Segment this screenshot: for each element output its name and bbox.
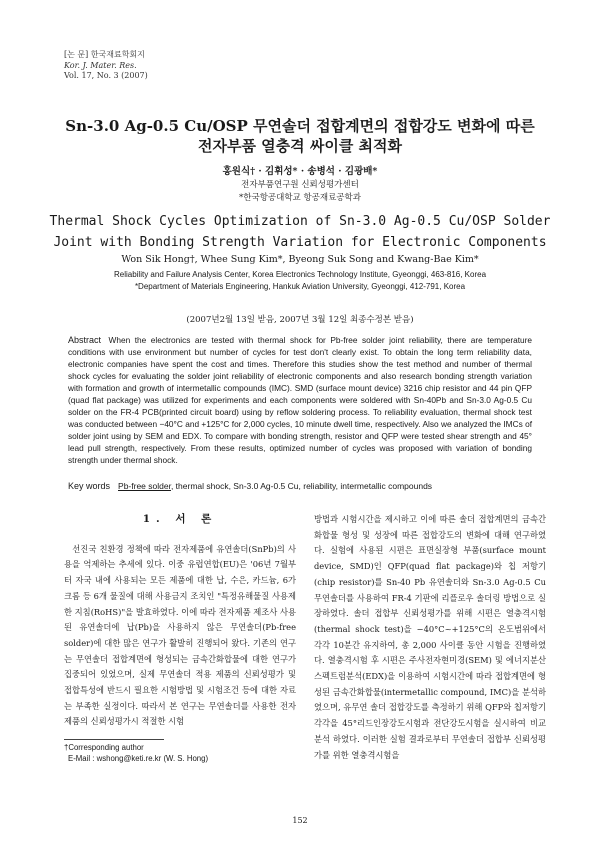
korean-authors: 홍원식† · 김휘성* · 송병석 · 김광배*	[222, 166, 378, 177]
journal-volume: Vol. 17, No. 3 (2007)	[64, 71, 148, 80]
abstract-label: Abstract	[68, 335, 102, 345]
footnote-rule	[64, 739, 164, 740]
korean-affiliations	[40, 179, 560, 204]
english-affiliations	[40, 269, 560, 293]
footnote-corresponding-author: †Corresponding author	[64, 743, 144, 752]
abstract	[68, 334, 532, 466]
introduction-paragraph-left: 선진국 친환경 정책에 따라 전자제품에 유연솔더(SnPb)의 사용을 억제하는 추세에 있다. 이중 유럽연합(EU)은 '06년 7월부터 자국 내에 사용되는 모든 제품에 대한 납, 수은, 카드늄, 6가 크롬 등 6개 물질에 대해 사용금지 조치인 "특정유해물질 사용제한 지침(RoHS)"을 발효하였다. 이에 따라 전자제품 제조사 사용된 유연솔더에 납(Pb)을 사용하지 않은 무연솔더(Pb-free solder)에 대한 많은 연구가 활발히 진행되어 왔다. 기존의 연구는 무연솔더 접합계면에 형성되는 금속간화합물에 대한 연구가 집중되어 있었으며, 실제 무연솔더 적용 제품의 신뢰성평가 및 접합특성에 반드시 필요한 시험방법 및 시험조건 등에 대한 자료는 부족한 실정이다. 따라서 본 연구는 무연솔더를 사용한 전자제품의 신뢰성평가시 적절한 시험	[64, 543, 296, 727]
introduction-paragraph-right: 방법과 시험시간을 제시하고 이에 따른 솔더 접합계면의 금속간화합물 형성 및 성장에 따른 접합강도의 변화에 대해 연구하였다. 실험에 사용된 시편은 표면실장형 부품(surface mount device, SMD)인 QFP(quad flat package)와 칩 저항기(chip resistor)를 Sn-40 Pb 유연솔더와 Sn-3.0 Ag-0.5 Cu 무연솔더를 사용하여 FR-4 기판에 리플로우 솔더링 방법으로 실장하였다. 솔더 접합부 신뢰성평가를 위해 시편은 열충격시험(thermal shock test)을 −40°C~+125°C의 온도범위에서 각각 10분간 유지하여, 총 2,000 사이클 동안 시험을 진행하였다. 열충격시험 후 시편은 주사전자현미경(SEM) 및 에너지분산스펙트럼분석(EDX)을 이용하여 시험시간에 따라 접합계면에 형성된 금속간화합물(intermetallic compound, IMC)을 분석하였으며, 유무연 솔더 접합강도를 측정하기 위해 QFP와 칩저항기 각각을 45°리드인장강도시험과 전단강도시험을 실시하여 비교분석 하였다. 이러한 실험 결과로부터 무연솔더 접합부 신뢰성평가를 위한 열충격시험을	[314, 514, 546, 760]
keyword-first: Pb-free solder	[118, 481, 171, 491]
english-title-line-2: Joint with Bonding Strength Variation for Electronic Components	[53, 235, 547, 250]
keywords-label: Key words	[68, 481, 111, 491]
journal-header	[64, 50, 148, 82]
abstract-text: When the electronics are tested with thermal shock for Pb-free solder joint reliability, there are temperature conditions with use environment but number of cycles for test don't clearly exist. To obtain the long term reliability data, electronic companies have spent the cost and times. Therefore this studies show the test method and number of thermal shock cycles for evaluating the solder joint reliability of electronic components and also research bonding strength variation with formation and growth of intermetallic compounds (IMC). SMD (surface mount device) 3216 chip resistor and 44 pin QFP (quad flat package) was utilized for experiments and each components were soldered with Sn-40Pb and Sn-3.0 Ag-0.5 Cu solder on the FR-4 PCB(printed circuit board) using by reflow soldering process. To reliability evaluation, thermal shock test was conducted between −40°C and +125°C for 2,000 cycles, 10 minute dwell time, respectively. Also we analyzed the IMCs of solder joint using by SEM and EDX. To compare with bonding strength, resistor and QFP were tested shear strength and 45° lead pull strength, respectively. From these results, optimized number of cycles was proposed with variation of bonding strength under thermal shock.	[68, 335, 532, 465]
english-affiliation-2: *Department of Materials Engineering, Hankuk Aviation University, Gyeonggi, 412-791, Korea	[134, 282, 466, 291]
korean-title-line-1: Sn-3.0 Ag-0.5 Cu/OSP 무연솔더 접합계면의 접합강도 변화에 따른	[65, 117, 535, 135]
body-column-left	[64, 512, 296, 730]
english-authors: Won Sik Hong†, Whee Sung Kim*, Byeong Suk Song and Kwang-Bae Kim*	[121, 254, 479, 265]
journal-name-korean: [논 문] 한국재료학회지	[64, 50, 145, 59]
body-column-right	[314, 512, 546, 763]
korean-title	[40, 116, 560, 156]
footnote	[64, 739, 296, 764]
korean-affiliation-2: *한국항공대학교 항공재료공학과	[239, 192, 361, 203]
english-affiliation-1: Reliability and Failure Analysis Center, Korea Electronics Technology Institute, Gyeonggi, 463-816, Korea	[113, 270, 487, 279]
korean-affiliation-1: 전자부품연구원 신뢰성평가센터	[241, 180, 359, 190]
received-dates: (2007년2월 13일 받음, 2007년 3월 12일 최종수정본 받음)	[186, 315, 414, 325]
footnote-email: E-Mail : wshong@keti.re.kr (W. S. Hong)	[68, 754, 209, 763]
english-title	[40, 211, 560, 253]
english-title-line-1: Thermal Shock Cycles Optimization of Sn-3.0 Ag-0.5 Cu/OSP Solder	[49, 214, 551, 229]
journal-name-english: Kor. J. Mater. Res.	[64, 60, 137, 70]
section-heading-introduction: 1. 서 론	[142, 513, 218, 525]
keywords-rest: , thermal shock, Sn-3.0 Ag-0.5 Cu, reliability, intermetallic compounds	[170, 481, 433, 491]
page-number: 152	[292, 816, 308, 825]
korean-title-line-2: 전자부품 열충격 싸이클 최적화	[197, 137, 403, 155]
keywords	[68, 481, 532, 491]
